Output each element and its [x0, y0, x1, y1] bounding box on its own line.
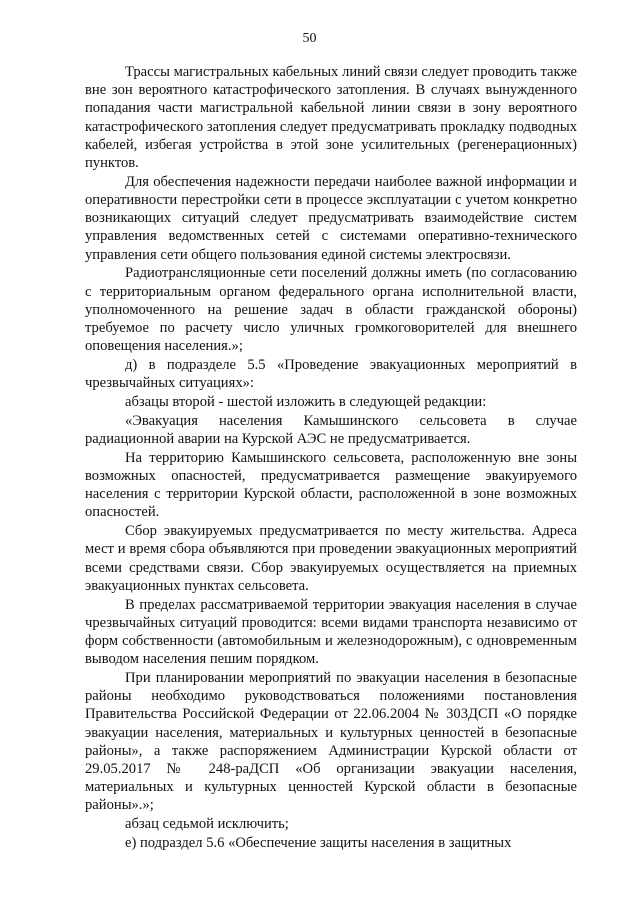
paragraph: При планировании мероприятий по эвакуации населения в безопасные районы необходимо руководствоваться положениями постановления Правительства Российской Федерации от 22.06.2004 № 303ДСП «О порядке эвакуации населения, материальных и культурных ценностей в безопасные районы», а также распоряжением Администрации Курской области от 29.05.2017 № 248-раДСП «Об организации эвакуации населения, материальных и культурных ценностей Курской области в безопасные районы».»; [85, 670, 577, 814]
paragraph: Трассы магистральных кабельных линий связи следует проводить также вне зон вероятного катастрофического затопления. В случаях вынужденного попадания части магистральной кабельной линии связи в зону вероятного катастрофического затопления следует предусматривать прокладку подводных кабелей, избегая устройства в этой зоне усилительных (регенерационных) пунктов. [85, 64, 577, 172]
paragraph: В пределах рассматриваемой территории эвакуация населения в случае чрезвычайных ситуаций проводится: всеми видами транспорта независимо от форм собственности (автомобильным и железнодорожным), с одновременным выводом населения пешим порядком. [85, 596, 577, 668]
paragraph: На территорию Камышинского сельсовета, расположенную вне зоны возможных опасностей, предусматривается размещение эвакуируемого населения с территории Курской области, расположенной в зоне возможных опасностей. [85, 449, 577, 521]
paragraph: абзац седьмой исключить; [125, 816, 289, 833]
paragraph: д) в подразделе 5.5 «Проведение эвакуационных мероприятий в чрезвычайных ситуациях»: [85, 357, 577, 392]
paragraph: Радиотрансляционные сети поселений должны иметь (по согласованию с территориальным органом федерального органа исполнительной власти, уполномоченного на решение задач в области гражданской обороны) требуемое по расчету число уличных громкоговорителей для внешнего оповещения населения.»; [85, 265, 577, 355]
paragraph: е) подраздел 5.6 «Обеспечение защиты населения в защитных [125, 835, 512, 852]
paragraph: «Эвакуация населения Камышинского сельсовета в случае радиационной аварии на Курской АЭС не предусматривается. [85, 412, 577, 448]
paragraph: Сбор эвакуируемых предусматривается по месту жительства. Адреса мест и время сбора объявляются при проведении эвакуационных мероприятий всеми средствами связи. Сбор эвакуируемых осуществляется на приемных эвакуационных пунктах сельсовета. [85, 523, 577, 594]
page-number: 50 [302, 31, 317, 46]
document-body [85, 63, 577, 852]
paragraph: абзацы второй - шестой изложить в следующей редакции: [125, 394, 487, 411]
paragraph: Для обеспечения надежности передачи наиболее важной информации и оперативности перестройки сети в процессе эксплуатации с учетом конкретно возникающих ситуаций следует предусматривать взаимодействие систем управления ведомственных сетей с системами оперативно-технического управления сети общего пользования единой системы электросвязи. [85, 173, 577, 263]
